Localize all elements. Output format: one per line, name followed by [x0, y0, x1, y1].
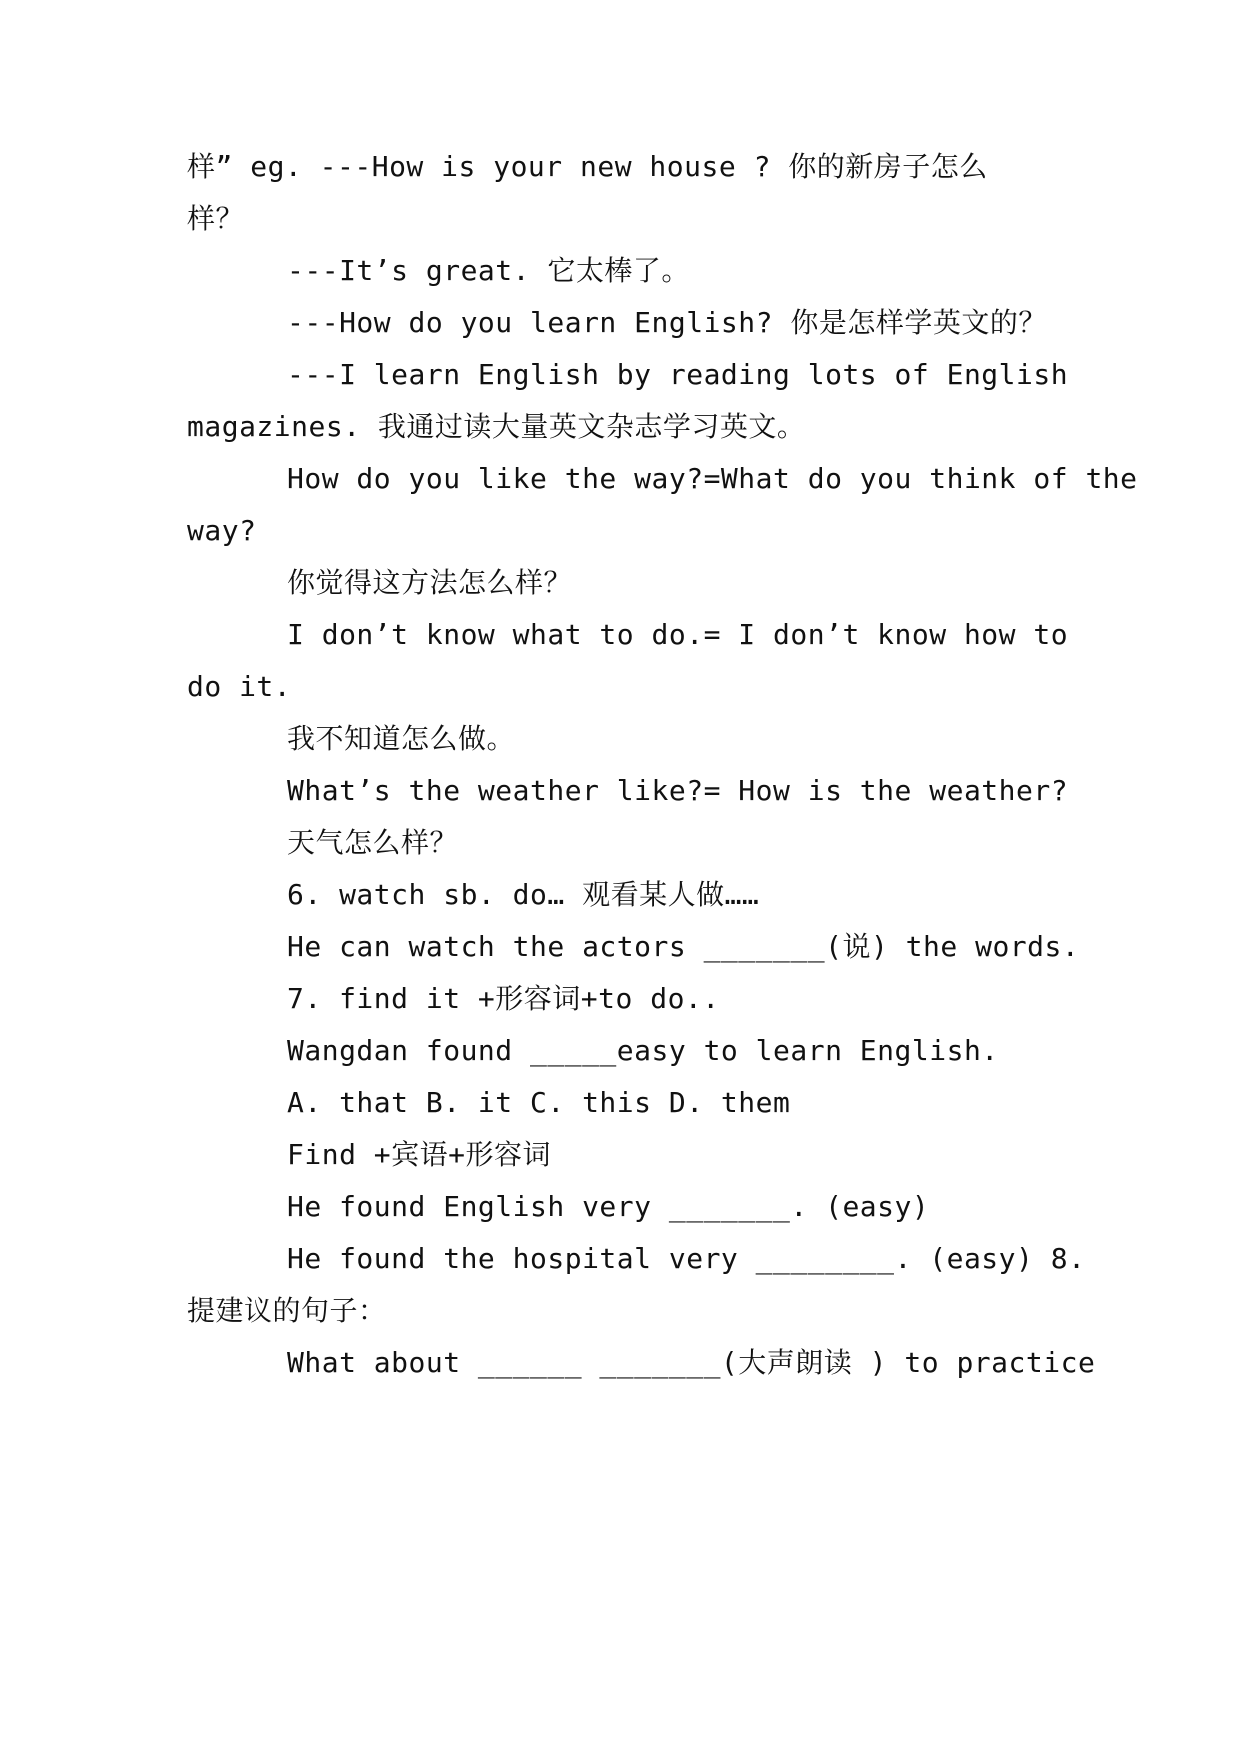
text-line: ---How do you learn English? 你是怎样学英文的？	[287, 306, 1047, 339]
text-line: do it.	[187, 670, 292, 703]
text-line: How do you like the way?=What do you think of the	[287, 462, 1138, 495]
text-line: 样” eg. ---How is your new house ? 你的新房子怎么	[187, 150, 988, 183]
text-line: 天气怎么样？	[287, 826, 459, 859]
text-line: I don’t know what to do.= I don’t know how to	[287, 618, 1069, 651]
text-line: way?	[187, 514, 257, 547]
text-line: 7. find it +形容词+to do..	[287, 982, 720, 1015]
text-line: Find +宾语+形容词	[287, 1138, 552, 1171]
text-line: A. that B. it C. this D. them	[287, 1086, 791, 1119]
text-line: He can watch the actors _______(说) the words.	[287, 930, 1080, 963]
text-line: 我不知道怎么做。	[287, 722, 516, 755]
text-line: 提建议的句子：	[187, 1294, 387, 1327]
text-line: He found the hospital very ________. (easy) 8.	[287, 1242, 1086, 1275]
text-line: He found English very _______. (easy)	[287, 1190, 930, 1223]
text-line: 你觉得这方法怎么样？	[287, 566, 573, 599]
text-line: What about ______ _______(大声朗读 ) to practice	[287, 1346, 1096, 1379]
text-line: What’s the weather like?= How is the weather?	[287, 774, 1069, 807]
text-line: 6. watch sb. do… 观看某人做……	[287, 878, 760, 911]
text-line: ---It’s great. 它太棒了。	[287, 254, 690, 287]
text-line: 样？	[187, 202, 245, 235]
text-line: ---I learn English by reading lots of English	[287, 358, 1069, 391]
text-line: magazines. 我通过读大量英文杂志学习英文。	[187, 410, 806, 443]
text-line: Wangdan found _____easy to learn English.	[287, 1034, 999, 1067]
